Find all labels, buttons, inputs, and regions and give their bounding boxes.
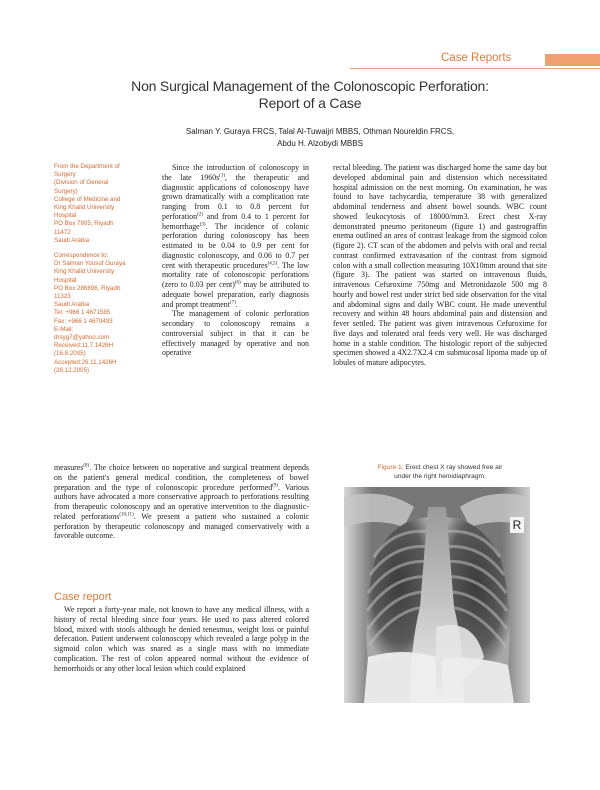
case-report-section <box>54 605 309 673</box>
case-paragraph-2: rectal bleeding. The patient was discharged home the same day but developed abdominal pain and distension which necessitated hospital admission on the next morning. On examination, he was found to have tachycardia, temperature 38 with generalized abdominal tenderness and absent bowel sounds. WBC count showed leukocytosis of 18000/mm3. Erect chest X-ray demonstrated pneumo peritoneum (figure 1) and gastrograffin enema outlined an area of contrast leakage from the sigmoid colon (figure 2). CT scan of the abdomen and pelvis with oral and rectal contrast confirmed extravasation of the contrast from sigmoid colon with a small collection measuring 10X10mm around that site (figure 3). The patient was started on intravenous fluids, intravenous Cefuroxime 750mg and Metronidazole 500 mg 8 hourly and bowel rest under strict bed side observation for the vital and abdominal signs and daily WBC count. He made uneventful recovery and within 48 hours abdominal pain and distension and fever settled. The patient was given intravenous Cefuroxime for five days and tolerated oral feeds very well. He was discharged home in a stable condition. The histologic report of the subjected specimen showed a 4X2.7X2.4 cm submucosal lipoma made up of lobules of mature adipocytes. <box>333 163 547 367</box>
citation: (1) <box>219 173 226 179</box>
sidebar-line: 11323 <box>54 293 71 301</box>
sidebar-line: Saudi Arabia <box>54 301 90 309</box>
sidebar-line: Surgery <box>54 171 76 179</box>
article-title <box>80 78 540 112</box>
title-line-2: Report of a Case <box>258 95 362 111</box>
sidebar-line: King Khalid University <box>54 268 115 276</box>
citation: (3) <box>199 221 206 227</box>
right-column <box>333 163 547 368</box>
citation: (8) <box>83 463 90 469</box>
sidebar-line: (Division of General <box>54 179 109 187</box>
sidebar-line: Hospital <box>54 276 77 284</box>
section-color-bar <box>545 54 600 66</box>
sidebar-line: E-Mail: <box>54 325 74 333</box>
section-label: Case Reports <box>441 52 512 64</box>
sidebar-line: Saudi Arabia <box>54 236 90 244</box>
intro-paragraph-2: The management of colonic perforation secondary to colonoscopy remains a controversial subject in that it can be effectively managed by operative and non operative <box>162 309 309 358</box>
title-line-1: Non Surgical Management of the Colonoscopic Perforation: <box>131 78 489 94</box>
citation: (6) <box>234 280 241 286</box>
citation: (2) <box>197 212 203 218</box>
authors-line-2: Abdu H. Alzobydi MBBS <box>277 138 363 148</box>
caption-text-1: Erect chest X ray showed free air <box>403 464 503 471</box>
author-list <box>130 126 510 149</box>
caption-text-2: under the right hemidiaphragm. <box>394 472 486 480</box>
case-report-heading: Case report <box>54 591 112 603</box>
header-rule <box>350 68 600 69</box>
citation: (9) <box>272 482 279 488</box>
introduction-column <box>162 163 309 358</box>
chest-xray-image <box>344 487 530 703</box>
sidebar-line: Hospital <box>54 212 77 220</box>
intro-continuation <box>54 463 309 541</box>
sidebar-line: Accepted:26.11.1426H <box>54 358 117 366</box>
case-paragraph-1: We report a forty-year male, not known to have any medical illness, with a history of rectal bleeding since four years. He used to pass altered colored blood, mixed with stools although he denied tenesmus, weight loss or painful defecation. Patient underwent colonoscopy which revealed a large polyp in the sigmoid colon which was snared as a single mass with no immediate complication. The rest of colon appeared normal without the evidence of hemorrhoids or any other local lesion which could explained <box>54 605 309 673</box>
sidebar-line: Surgery) <box>54 187 78 195</box>
figure-label: Figure 1: <box>377 464 404 471</box>
correspondence-block <box>54 252 136 375</box>
sidebar-line: Correspondence to: <box>54 252 109 260</box>
sidebar-line: King Khalid University <box>54 204 115 212</box>
sidebar-line: Received:11.7.1426H <box>54 342 114 350</box>
citation: (10,11) <box>119 512 134 518</box>
sidebar-line: PO Box 286896, Riyadh <box>54 284 121 292</box>
sidebar-line: Fax: +966 1 4679493 <box>54 317 113 325</box>
sidebar-info <box>54 163 136 382</box>
citation: (4,5) <box>267 260 278 266</box>
sidebar-line: Tel: +966 1 4671585 <box>54 309 111 317</box>
affiliation-block <box>54 163 136 245</box>
citation: (7) <box>229 299 236 305</box>
sidebar-line: From the Department of <box>54 163 120 170</box>
sidebar-line: (26.12.2005) <box>54 366 90 374</box>
intro-paragraph-1: Since the introduction of colonoscopy in the late $1960s^{(1)}$, the therapeutic and diagnostic applications of colonoscopy have grown dramatically with a complication rate ranging from 0.1 to 0.8 percent for perforation$^{(2)}$ and from 0.4 to 1 percent for hemorrhage$^{(3)}$. The incidence of colonic perforation during colonoscopy has been estimated to be 0.04 to 0.9 per cent for diagnostic colonoscopy, and 0.06 to 0.7 per cent with therapeutic procedures$^{(4,5)}$. The low mortality rate of colonoscopic perforations (zero to 0.03 per cent)$^{(6)}$ may be attributed to adequate bowel preparation, early diagnosis and prompt treatment$^{(7)}$. <box>162 163 309 309</box>
sidebar-line: (16.8.2005) <box>54 350 86 358</box>
intro-paragraph-2-cont: measures$^{(8)}$. The choice between no noperative and surgical treatment depends on the patient's general medical condition, the completeness of bowel preparation and the type of colonoscopic procedure performed$^{(9)}$. Various authors have advocated a more conservative approach to perforations resulting from therapeutic colonoscopy and an operative intervention to the diagnostic-related perforations$^{(10,11)}$. We present a patient who sustained a colonic perforation by therapeutic colonoscopy and managed conservatively with a favorable outcome. <box>54 463 310 541</box>
sidebar-line: drsyg7@yahoo.com <box>54 334 110 342</box>
sidebar-line: PO Box 7805, Riyadh <box>54 220 114 228</box>
xray-side-marker: R <box>512 518 522 532</box>
sidebar-line: College of Medicine and <box>54 195 121 203</box>
authors-line-1: Salman Y. Guraya FRCS, Talal Al-Tuwaijri MBBS, Othman Noureldin FRCS, <box>185 127 455 136</box>
figure-caption <box>333 464 547 481</box>
sidebar-line: Dr Salman Yousuf Guraya <box>54 260 126 268</box>
sidebar-line: 11472 <box>54 228 71 236</box>
